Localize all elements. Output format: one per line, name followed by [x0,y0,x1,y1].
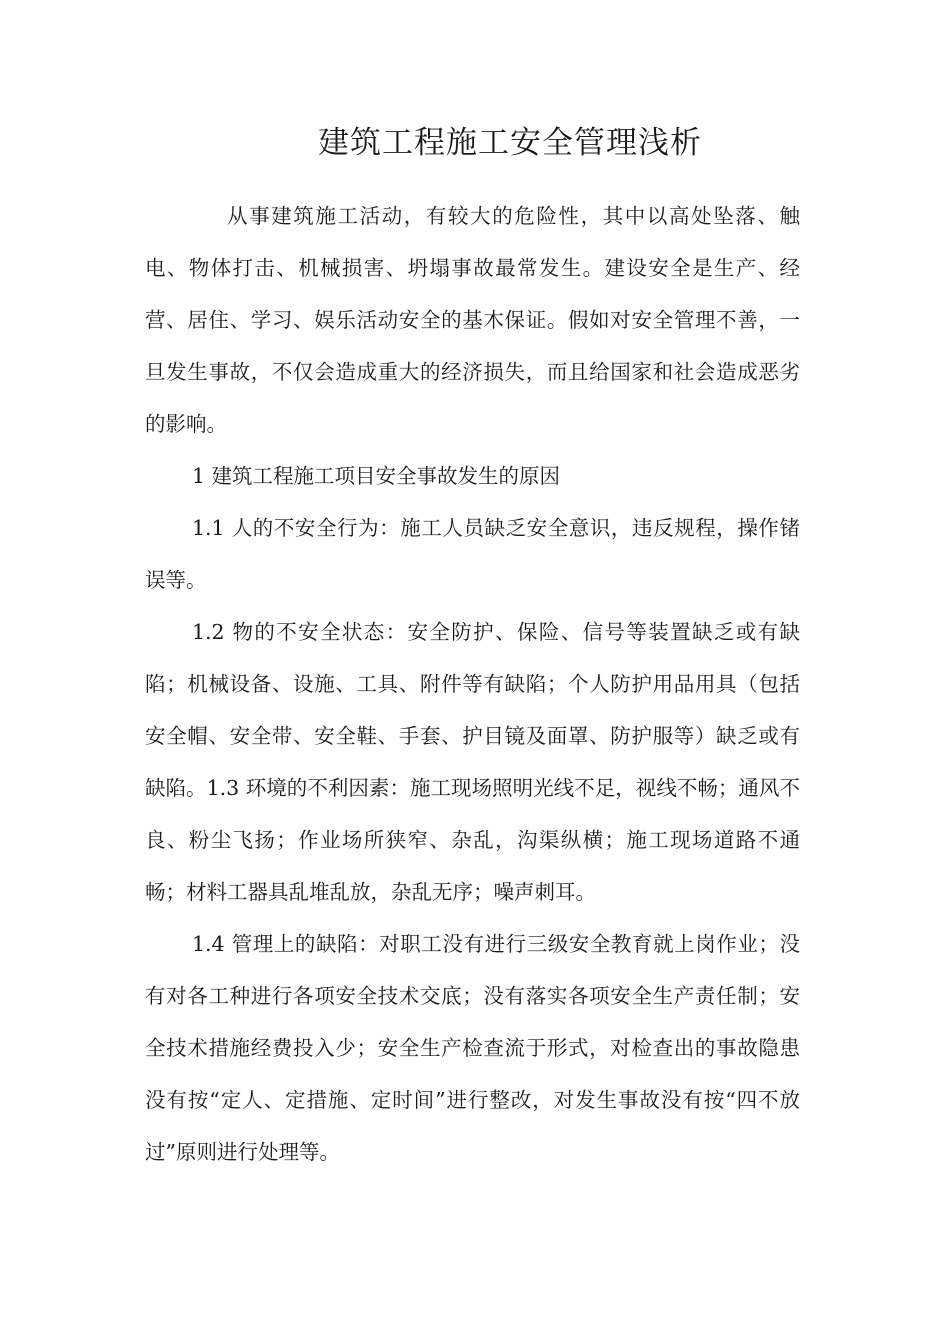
paragraph-1-2: 1.2 物的不安全状态：安全防护、保险、信号等装置缺乏或有缺陷；机械设备、设施、工具、附件等有缺陷；个人防护用品用具（包括安全帽、安全带、安全鞋、手套、护目镜及面罩、防护服等）缺乏或有缺陷。1.3 环境的不利因素：施工现场照明光线不足，视线不畅；通风不良、粉尘飞扬；作业场所狭窄、杂乱，沟渠纵横；施工现场道路不通畅；材料工器具乱堆乱放，杂乱无序；噪声刺耳。 [145,620,800,904]
paragraph-1-1: 1.1 人的不安全行为：施工人员缺乏安全意识，违反规程，操作锗误等。 [145,516,800,592]
document-title: 建筑工程施工安全管理浅析 [318,125,702,161]
document-body [145,190,800,1178]
paragraph-1-4: 1.4 管理上的缺陷：对职工没有进行三级安全教育就上岗作业；没有对各工种进行各项安全技术交底；没有落实各项安全生产责任制；安全技术措施经费投入少；安全生产检查流于形式，对检查出的事故隐患没有按“定人、定措施、定时间”进行整改，对发生事故没有按“四不放过”原则进行处理等。 [145,932,800,1164]
section-heading-1: 1 建筑工程施工项目安全事故发生的原因 [192,464,561,488]
intro-paragraph: 从事建筑施工活动，有较大的危险性，其中以高处坠落、触电、物体打击、机械损害、坍塌事故最常发生。建设安全是生产、经营、居住、学习、娱乐活动安全的基木保证。假如对安全管理不善，一旦发生事故，不仅会造成重大的经济损失，而且给国家和社会造成恶劣的影响。 [145,204,800,436]
